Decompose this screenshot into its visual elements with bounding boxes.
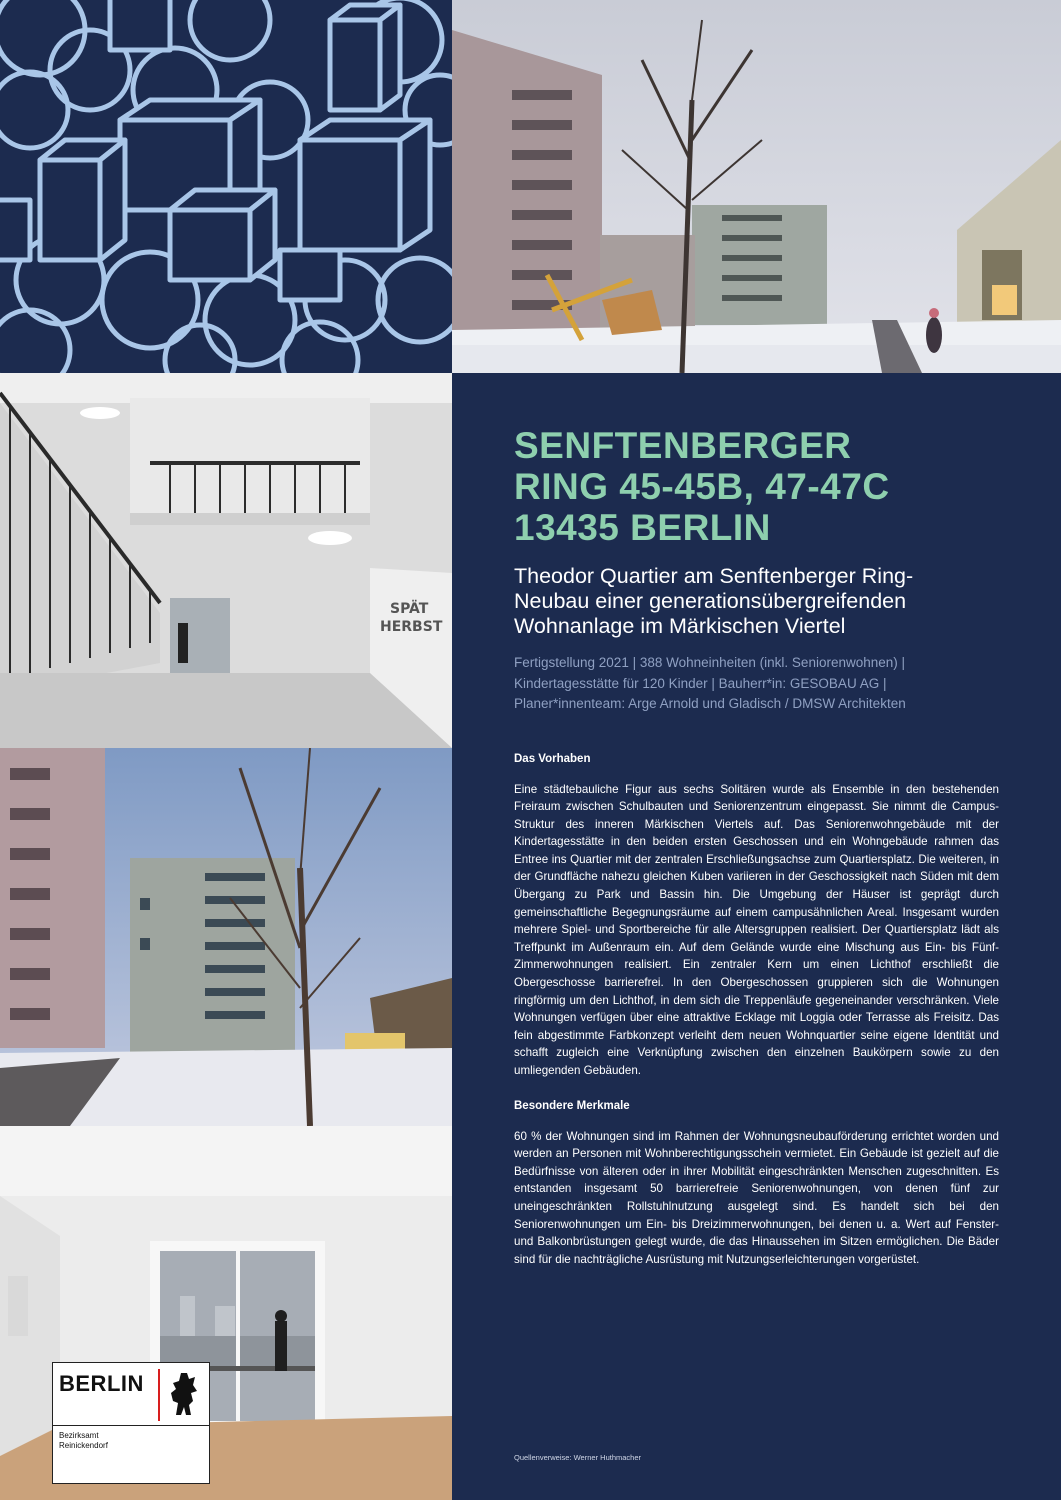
project-facts xyxy=(514,653,999,715)
title-line-2: RING 45-45B, 47-47C xyxy=(514,466,890,507)
facts-line-3: Planer*innenteam: Arge Arnold und Gladisch / DMSW Architekten xyxy=(514,696,906,711)
section-heading-merkmale: Besondere Merkmale xyxy=(514,1099,630,1112)
logo-accent-line xyxy=(158,1369,160,1421)
sign-line2: HERBST xyxy=(380,619,443,635)
berlin-bear-icon xyxy=(167,1371,201,1417)
photo-courtyard-dusk xyxy=(0,748,452,1126)
photo-stairwell-interior xyxy=(0,373,452,748)
page-title xyxy=(514,425,999,548)
logo-district-name: Reinickendorf xyxy=(59,1441,108,1450)
section-text-vorhaben: Eine städtebauliche Figur aus sechs Solitären wurde als Ensemble in den bestehenden Freiraum zwischen Schulbauten und Seniorenzentrum eingepasst. Sie nimmt die Campus-Struktur des inneren Märkischen Viertels auf. Das Seniorenwohngebäude mit der Kindertagesstätte in den beiden ersten Geschossen und ein Wohngebäude rahmen das Entree ins Quartier mit der zentralen Erschließungsachse zum Quartiersplatz. Die weiteren, in der Grundfläche nahezu gleichen Kuben variieren in der Geschossigkeit nach Süden mit dem Übergang zu Park und Bassin hin. Die Umgebung der Häuser ist geprägt durch gemeinschaftliche Begegnungsräume auf einem campusähnlichen Areal. Insgesamt wurden mehrere Spiel- und Sportbereiche für alle Altersgruppen realisiert. Der Quartiersplatz lädt als Treffpunkt im Außenraum ein. Auf dem Gelände wurde eine Mischung aus Ein- bis Fünf-Zimmerwohnungen realisiert. Ein zentraler Kern um einen Lichthof erschließt die Obergeschosse barrierefrei. In den Obergeschossen gruppieren sich die Wohnungen ringförmig um den Lichthof, in dem sich die Treppenläufe gegeneinander verschränken. Viele Wohnungen verfügen über eine attraktive Ecklage mit Loggia oder Terrasse als Freisitz. Das fein abgestimmte Farbkonzept verleiht dem neuen Wohnquartier seine eigene Identität und schafft zugleich eine Verknüpfung zwischen den einzelnen Baukörpern sowie zu den umliegenden Gebäuden. xyxy=(514,782,999,1077)
subtitle-line-3: Wohnanlage im Märkischen Viertel xyxy=(514,614,846,638)
page-subtitle xyxy=(514,564,999,639)
decorative-pattern xyxy=(0,0,452,373)
subtitle-line-1: Theodor Quartier am Senftenberger Ring- xyxy=(514,564,914,588)
photo-credit: Quellenverweise: Werner Huthmacher xyxy=(514,1453,641,1462)
logo-district-label: Bezirksamt xyxy=(59,1431,99,1440)
facts-line-2: Kindertagesstätte für 120 Kinder | Bauherr*in: GESOBAU AG | xyxy=(514,675,887,691)
section-heading-vorhaben: Das Vorhaben xyxy=(514,752,591,765)
berlin-district-logo xyxy=(52,1362,210,1484)
title-line-3: 13435 BERLIN xyxy=(514,507,771,548)
title-line-1: SENFTENBERGER xyxy=(514,425,852,466)
section-text-merkmale: 60 % der Wohnungen sind im Rahmen der Wohnungsneubauförderung errichtet worden und werden an Personen mit Wohnberechtigungsschein vermietet. Ein Gebäude ist gezielt auf die Bedürfnisse von älteren oder in ihrer Mobilität eingeschränkten Menschen zugeschnitten. Es entstanden insgesamt 50 barrierefreie Seniorenwohnungen, von denen fünf zur uneingeschränkten Rollstuhlnutzung ausgelegt sind. Es handelt sich bei den Seniorenwohnungen um Ein- bis Dreizimmerwohnungen, bei denen u. a. Wert auf Fenster- und Balkonbrüstungen gelegt wurde, die das Hinaussehen im Sitzen ermöglichen. Die Bäder sind für die nachträgliche Ausrüstung mit Nutzungserleichterungen vorgerüstet. xyxy=(514,1129,999,1266)
facts-line-1: Fertigstellung 2021 | 388 Wohneinheiten (inkl. Seniorenwohnen) | xyxy=(514,655,906,670)
logo-divider xyxy=(53,1425,209,1426)
sign-line1: SPÄT xyxy=(390,601,429,617)
logo-wordmark: BERLIN xyxy=(59,1371,144,1396)
photo-exterior-winter xyxy=(452,0,1061,373)
text-panel xyxy=(452,373,1061,1500)
subtitle-line-2: Neubau einer generationsübergreifenden xyxy=(514,589,907,613)
